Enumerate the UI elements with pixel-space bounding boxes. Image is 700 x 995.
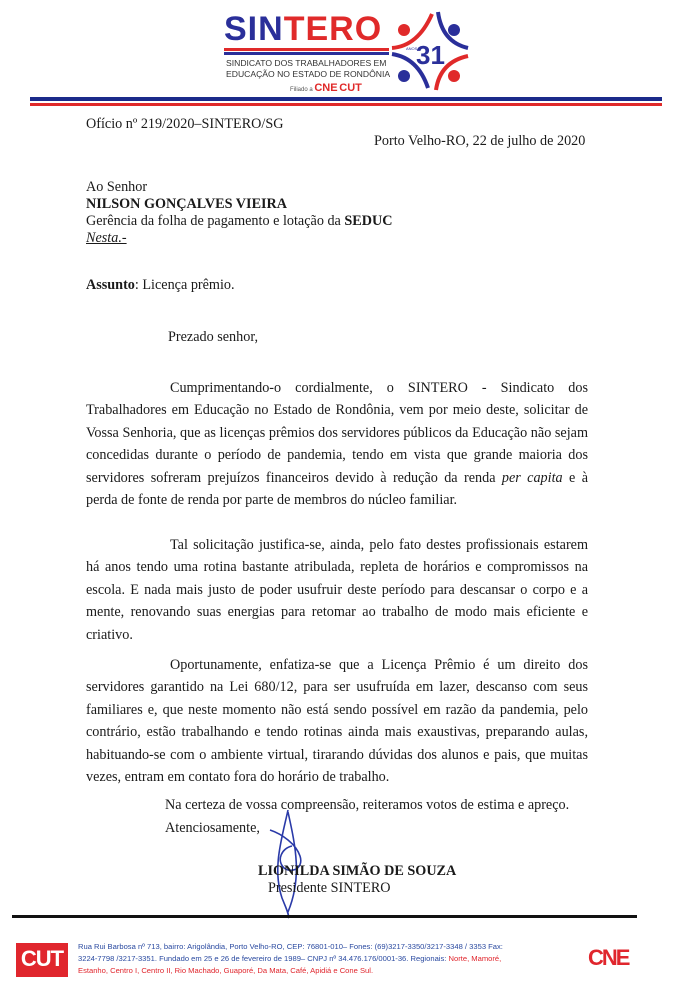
recipient-role: Gerência da folha de pagamento e lotação da SEDUC	[86, 213, 393, 229]
footer-rule	[12, 915, 637, 918]
letter-reference: Ofício nº 219/2020–SINTERO/SG	[86, 116, 284, 132]
signer-title: Presidente SINTERO	[268, 880, 391, 896]
body-paragraph-3: Oportunamente, enfatiza-se que a Licença Prêmio é um direito dos servidores garantido na Lei 680/12, para ser usufruída em lazer, descanso com seus familiares e, que neste momento não está sendo possível em razão da pandemia, pelo contrário, estão trabalhando e tendo rotinas ainda mais exaustivas, preparando aulas, habituando-se com o ambiente virtual, tirarando dúvidas dos alunos e pais, que muitas vezes, entram em contato fora do horário de trabalho.	[86, 657, 588, 786]
logo-red-stripe	[224, 48, 389, 51]
anniversary-label: ANOS	[406, 46, 418, 51]
anniversary-emblem-icon	[388, 8, 470, 92]
header-rule-red	[30, 103, 662, 106]
letter-place-date: Porto Velho-RO, 22 de julho de 2020	[374, 133, 586, 149]
sintero-logo-wordmark: SINTERO	[224, 10, 383, 48]
cut-logo: CUT	[16, 943, 68, 977]
logo-affiliation: Filiado a CNE CUT	[290, 82, 362, 94]
logo-tagline: SINDICATO DOS TRABALHADORES EM EDUCAÇÃO NO ESTADO DE RONDÔNIA	[226, 58, 391, 79]
header-rule-blue	[30, 97, 662, 101]
recipient-salutation: Ao Senhor	[86, 179, 148, 195]
body-paragraph-1: Cumprimentando-o cordialmente, o SINTERO - Sindicato dos Trabalhadores em Educação no Estado de Rondônia, vem por meio deste, solicitar de Vossa Senhoria, que as licenças prêmios dos servidores públicos da Educação não sejam concedidas durante o período de pandemia, tendo em vista que grande maioria dos servidores sofreram prejuízos financeiros devido à redução da renda per capita e à perda de fonte de renda por parte de membros do núcleo familiar.	[86, 380, 588, 509]
cne-logo: CNE	[588, 945, 629, 970]
logo-blue-stripe	[224, 52, 389, 55]
anniversary-number: 31	[416, 40, 445, 70]
signer-name: LIONILDA SIMÃO DE SOUZA	[258, 863, 457, 879]
recipient-name: NILSON GONÇALVES VIEIRA	[86, 196, 288, 212]
closing-sentence: Na certeza de vossa compreensão, reiteramos votos de estima e apreço.	[165, 797, 570, 813]
closing: Atenciosamente,	[165, 820, 260, 836]
footer-address: Rua Rui Barbosa nº 713, bairro: Arigolândia, Porto Velho-RO, CEP: 76801-010– Fones: (69)3217-3350/3217-3348 / 3353 Fax: 3224-7798 /3217-3351. Fundado em 25 e 26 de fevereiro de 1989– CNPJ nº 34.476.176/0001-36. Regionais: Norte, Mamoré, Estanho, Centro I, Centro II, Rio Machado, Guaporé, Da Mata, Café, Apidiá e Cone Sul.	[78, 942, 503, 975]
greeting: Prezado senhor,	[168, 329, 259, 345]
body-paragraph-2: Tal solicitação justifica-se, ainda, pelo fato destes profissionais estarem há anos tendo uma rotina bastante atribulada, repleta de horários e compromissos na escola. E nada mais justo de poder usufruir deste período para descansar o corpo e a mente, renovando suas energias para retomar ao trabalho de modo mais eficiente e criativo.	[86, 537, 588, 643]
recipient-location: Nesta.-	[86, 230, 127, 246]
subject-line: Assunto: Licença prêmio.	[86, 277, 235, 293]
